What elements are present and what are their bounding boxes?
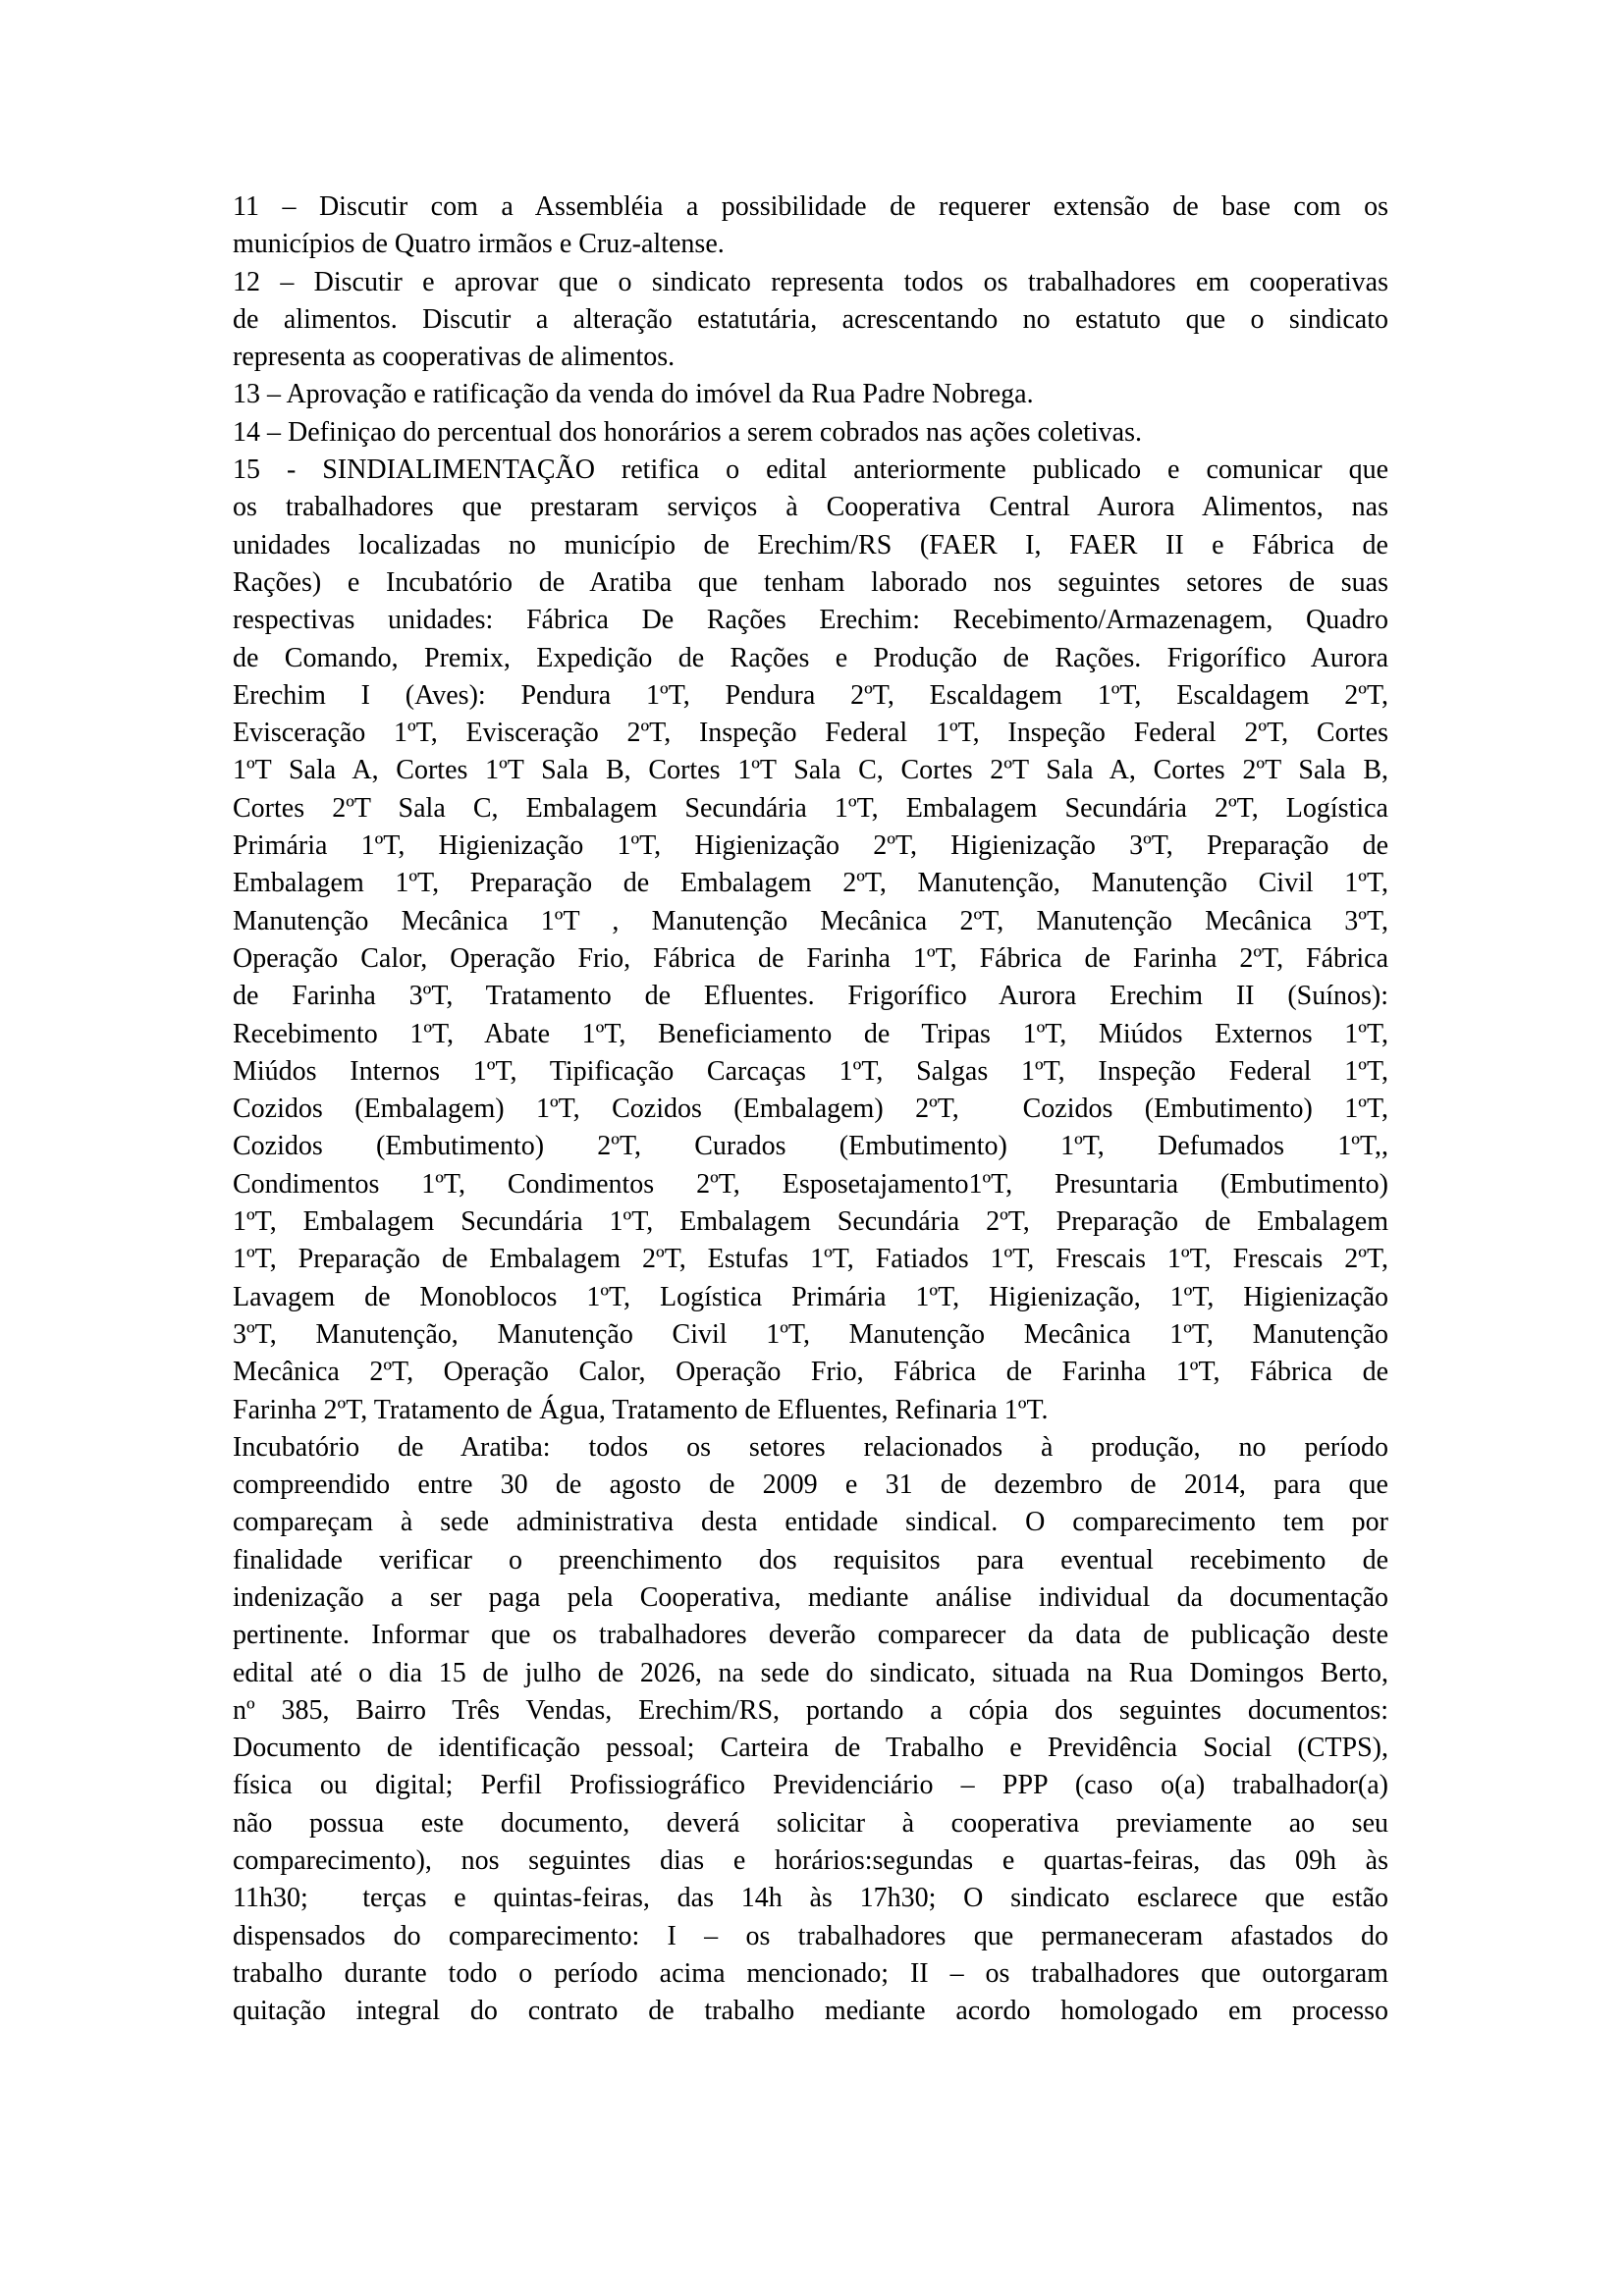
text-line: representa as cooperativas de alimentos. xyxy=(233,342,676,373)
document-text-block xyxy=(233,188,1388,2031)
text-line: edital até o dia 15 de julho de 2026, na sede do sindicato, situada na Rua Domingos Berto, xyxy=(233,1657,1388,1688)
text-line: compreendido entre 30 de agosto de 2009 e 31 de dezembro de 2014, para que xyxy=(233,1469,1388,1501)
text-line: finalidade verificar o preenchimento dos requisitos para eventual recebimento de xyxy=(233,1544,1388,1575)
text-line: compareçam à sede administrativa desta entidade sindical. O comparecimento tem por xyxy=(233,1507,1388,1538)
text-line: 11h30; terças e quintas-feiras, das 14h às 17h30; O sindicato esclarece que estão xyxy=(233,1883,1388,1914)
text-line: Documento de identificação pessoal; Carteira de Trabalho e Previdência Social (CTPS), xyxy=(233,1733,1388,1764)
text-line: 11 – Discutir com a Assembléia a possibilidade de requerer extensão de base com os xyxy=(233,191,1388,222)
text-line: 1ºT, Embalagem Secundária 1ºT, Embalagem Secundária 2ºT, Preparação de Embalagem xyxy=(233,1206,1388,1238)
text-line: Erechim I (Aves): Pendura 1ºT, Pendura 2ºT, Escaldagem 1ºT, Escaldagem 2ºT, xyxy=(233,679,1388,711)
text-line: Miúdos Internos 1ºT, Tipificação Carcaças 1ºT, Salgas 1ºT, Inspeção Federal 1ºT, xyxy=(233,1055,1388,1087)
text-line: respectivas unidades: Fábrica De Rações Erechim: Recebimento/Armazenagem, Quadro xyxy=(233,605,1388,636)
paragraph xyxy=(233,376,1388,413)
text-line: unidades localizadas no município de Erechim/RS (FAER I, FAER II e Fábrica de xyxy=(233,529,1388,561)
text-line: Primária 1ºT, Higienização 1ºT, Higienização 2ºT, Higienização 3ºT, Preparação de xyxy=(233,830,1388,862)
text-line: de Comando, Premix, Expedição de Rações e Produção de Rações. Frigorífico Aurora xyxy=(233,642,1388,673)
text-line: 15 - SINDIALIMENTAÇÃO retifica o edital anteriormente publicado e comunicar que xyxy=(233,454,1388,486)
text-line: Condimentos 1ºT, Condimentos 2ºT, Esposetajamento1ºT, Presuntaria (Embutimento) xyxy=(233,1168,1388,1200)
text-line: indenização a ser paga pela Cooperativa, mediante análise individual da documentação xyxy=(233,1581,1388,1613)
text-line: Evisceração 1ºT, Evisceração 2ºT, Inspeção Federal 1ºT, Inspeção Federal 2ºT, Cortes xyxy=(233,718,1388,749)
text-line: os trabalhadores que prestaram serviços à Cooperativa Central Aurora Alimentos, nas xyxy=(233,492,1388,523)
paragraph xyxy=(233,1429,1388,2031)
text-line: não possua este documento, deverá solicitar à cooperativa previamente ao seu xyxy=(233,1807,1388,1839)
text-line: Mecânica 2ºT, Operação Calor, Operação Frio, Fábrica de Farinha 1ºT, Fábrica de xyxy=(233,1357,1388,1388)
text-line: Rações) e Incubatório de Aratiba que tenham laborado nos seguintes setores de suas xyxy=(233,566,1388,598)
text-line: de alimentos. Discutir a alteração estatutária, acrescentando no estatuto que o sindicato xyxy=(233,303,1388,335)
text-line: Farinha 2ºT, Tratamento de Água, Tratamento de Efluentes, Refinaria 1ºT. xyxy=(233,1394,1049,1425)
text-line: quitação integral do contrato de trabalho mediante acordo homologado em processo xyxy=(233,1996,1388,2027)
text-line: municípios de Quatro irmãos e Cruz-altense. xyxy=(233,229,725,260)
text-line: comparecimento), nos seguintes dias e horários:segundas e quartas-feiras, das 09h às xyxy=(233,1845,1388,1877)
paragraph xyxy=(233,414,1388,452)
text-line: nº 385, Bairro Três Vendas, Erechim/RS, portando a cópia dos seguintes documentos: xyxy=(233,1694,1388,1726)
text-line: Incubatório de Aratiba: todos os setores relacionados à produção, no período xyxy=(233,1431,1388,1463)
text-line: 3ºT, Manutenção, Manutenção Civil 1ºT, Manutenção Mecânica 1ºT, Manutenção xyxy=(233,1318,1388,1350)
text-line: 12 – Discutir e aprovar que o sindicato representa todos os trabalhadores em cooperativas xyxy=(233,266,1388,297)
text-line: Manutenção Mecânica 1ºT , Manutenção Mecânica 2ºT, Manutenção Mecânica 3ºT, xyxy=(233,905,1388,936)
text-line: Lavagem de Monoblocos 1ºT, Logística Primária 1ºT, Higienização, 1ºT, Higienização xyxy=(233,1281,1388,1312)
text-line: dispensados do comparecimento: I – os trabalhadores que permaneceram afastados do xyxy=(233,1920,1388,1951)
text-line: Embalagem 1ºT, Preparação de Embalagem 2ºT, Manutenção, Manutenção Civil 1ºT, xyxy=(233,868,1388,899)
text-line: Cozidos (Embalagem) 1ºT, Cozidos (Embalagem) 2ºT, Cozidos (Embutimento) 1ºT, xyxy=(233,1094,1388,1125)
text-line: pertinente. Informar que os trabalhadores deverão comparecer da data de publicação deste xyxy=(233,1620,1388,1651)
text-line: Recebimento 1ºT, Abate 1ºT, Beneficiamento de Tripas 1ºT, Miúdos Externos 1ºT, xyxy=(233,1018,1388,1049)
paragraph xyxy=(233,452,1388,1429)
text-line: física ou digital; Perfil Profissiográfico Previdenciário – PPP (caso o(a) trabalhador(a) xyxy=(233,1770,1388,1801)
paragraph xyxy=(233,188,1388,264)
text-line: Cortes 2ºT Sala C, Embalagem Secundária 1ºT, Embalagem Secundária 2ºT, Logística xyxy=(233,792,1388,824)
text-line: Cozidos (Embutimento) 2ºT, Curados (Embutimento) 1ºT, Defumados 1ºT,, xyxy=(233,1131,1388,1162)
text-line: de Farinha 3ºT, Tratamento de Efluentes. Frigorífico Aurora Erechim II (Suínos): xyxy=(233,981,1388,1012)
text-line: 14 – Definiçao do percentual dos honorários a serem cobrados nas ações coletivas. xyxy=(233,416,1143,448)
text-line: 13 – Aprovação e ratificação da venda do imóvel da Rua Padre Nobrega. xyxy=(233,379,1034,410)
text-line: Operação Calor, Operação Frio, Fábrica de Farinha 1ºT, Fábrica de Farinha 2ºT, Fábrica xyxy=(233,942,1388,974)
paragraph xyxy=(233,264,1388,377)
text-line: trabalho durante todo o período acima mencionado; II – os trabalhadores que outorgaram xyxy=(233,1957,1388,1989)
text-line: 1ºT, Preparação de Embalagem 2ºT, Estufas 1ºT, Fatiados 1ºT, Frescais 1ºT, Frescais 2ºT, xyxy=(233,1244,1388,1275)
text-line: 1ºT Sala A, Cortes 1ºT Sala B, Cortes 1ºT Sala C, Cortes 2ºT Sala A, Cortes 2ºT Sala B, xyxy=(233,755,1388,786)
